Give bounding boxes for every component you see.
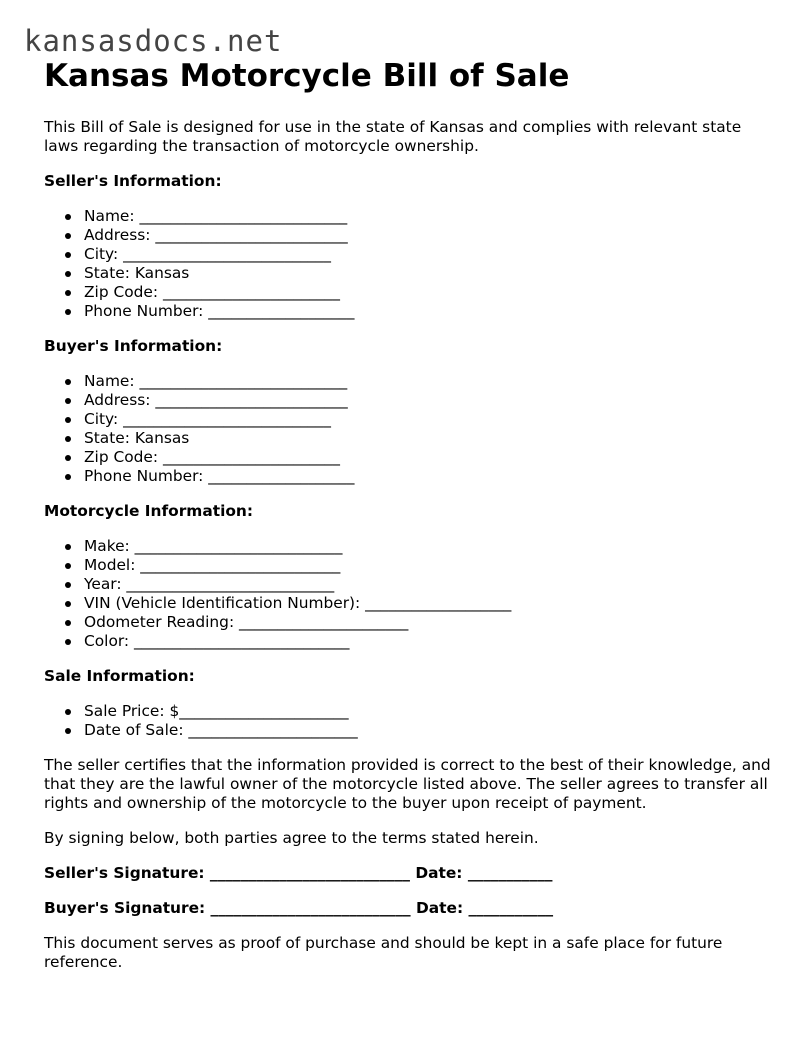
buyer-state-field: State: Kansas [84, 429, 774, 448]
seller-address-field: Address: _________________________ [84, 226, 774, 245]
buyer-signature-line: Buyer's Signature: __________________________ Date: ___________ [44, 899, 554, 917]
intro-paragraph: This Bill of Sale is designed for use in the state of Kansas and complies with relevant state laws regarding the transaction of motorcycle ownership. [44, 118, 742, 155]
buyer-address-field: Address: _________________________ [84, 391, 774, 410]
certification-paragraph: The seller certifies that the information provided is correct to the best of their knowledge, and that they are the lawful owner of the motorcycle listed above. The seller agrees to transfer all rights and ownership of the motorcycle to the buyer upon receipt of payment. [44, 756, 771, 812]
sale-date-field: Date of Sale: ______________________ [84, 721, 774, 740]
motorcycle-color-field: Color: ____________________________ [84, 632, 774, 651]
agreement-paragraph: By signing below, both parties agree to the terms stated herein. [44, 829, 539, 847]
document-body [44, 56, 774, 972]
buyer-phone-field: Phone Number: ___________________ [84, 467, 774, 486]
sale-section-heading: Sale Information: [44, 667, 195, 685]
buyer-info-list [44, 372, 774, 486]
sale-price-field: Sale Price: $______________________ [84, 702, 774, 721]
motorcycle-make-field: Make: ___________________________ [84, 537, 774, 556]
seller-city-field: City: ___________________________ [84, 245, 774, 264]
closing-paragraph: This document serves as proof of purchase and should be kept in a safe place for future reference. [44, 934, 723, 971]
seller-info-list [44, 207, 774, 321]
motorcycle-odometer-field: Odometer Reading: ______________________ [84, 613, 774, 632]
document-title: Kansas Motorcycle Bill of Sale [44, 58, 570, 94]
site-watermark: kansasdocs.net [24, 24, 283, 58]
seller-section-heading: Seller's Information: [44, 172, 222, 190]
motorcycle-info-list [44, 537, 774, 651]
seller-signature-line: Seller's Signature: __________________________ Date: ___________ [44, 864, 553, 882]
seller-name-field: Name: ___________________________ [84, 207, 774, 226]
motorcycle-model-field: Model: __________________________ [84, 556, 774, 575]
motorcycle-year-field: Year: ___________________________ [84, 575, 774, 594]
seller-state-field: State: Kansas [84, 264, 774, 283]
sale-info-list [44, 702, 774, 740]
motorcycle-section-heading: Motorcycle Information: [44, 502, 254, 520]
seller-zip-field: Zip Code: _______________________ [84, 283, 774, 302]
buyer-name-field: Name: ___________________________ [84, 372, 774, 391]
buyer-city-field: City: ___________________________ [84, 410, 774, 429]
buyer-section-heading: Buyer's Information: [44, 337, 223, 355]
motorcycle-vin-field: VIN (Vehicle Identification Number): ___________________ [84, 594, 774, 613]
seller-phone-field: Phone Number: ___________________ [84, 302, 774, 321]
buyer-zip-field: Zip Code: _______________________ [84, 448, 774, 467]
